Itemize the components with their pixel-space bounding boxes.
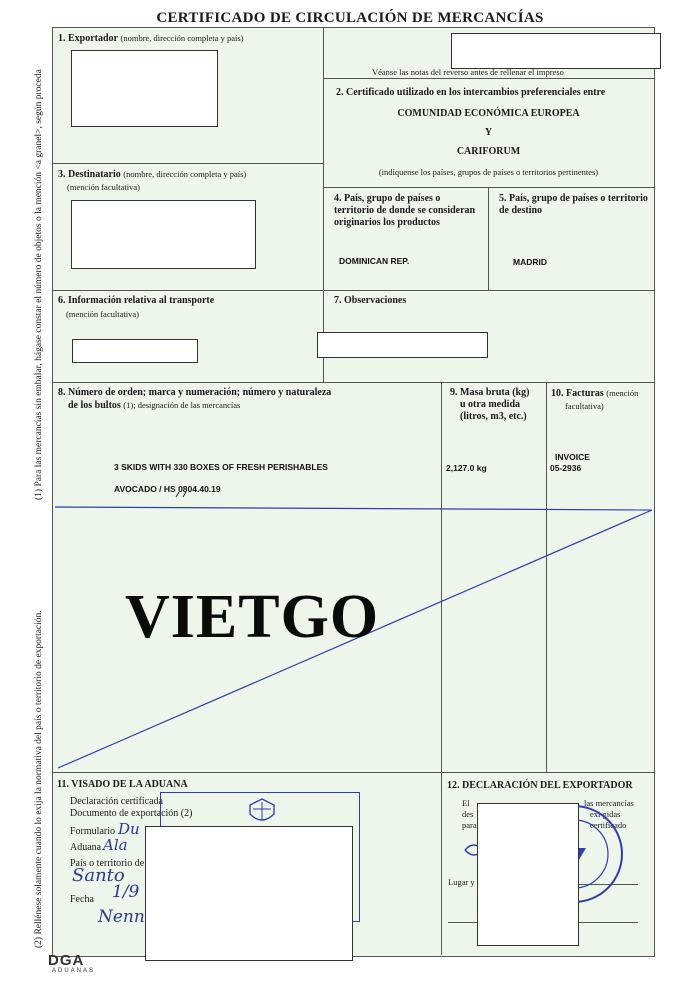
- box9-label-3: (litros, m3, etc.): [460, 411, 527, 422]
- box2-hint: (indíquense los países, grupos de países o territorios pertinentes): [378, 167, 599, 177]
- redacted-exporter-declaration: [477, 803, 579, 946]
- document-title: CERTIFICADO DE CIRCULACIÓN DE MERCANCÍAS: [156, 10, 544, 26]
- watermark: VIETGO: [125, 583, 380, 651]
- box7-label: 7. Observaciones: [334, 295, 407, 306]
- box12-line1: El: [462, 798, 470, 808]
- box6-label: 6. Información relativa al transporte: [58, 295, 215, 306]
- invoice-label: INVOICE: [555, 452, 590, 462]
- handwriting-formulario: Du: [118, 820, 140, 838]
- reverse-note: Véanse las notas del reverso antes de rellenar el impreso: [372, 67, 564, 77]
- box2-label: 2. Certificado utilizado en los intercambios preferenciales entre: [336, 87, 606, 98]
- box3-label: 3. Destinatario (nombre, dirección completa y país): [58, 169, 247, 180]
- box6-hint: (mención facultativa): [66, 309, 139, 319]
- box9-label: 9. Masa bruta (kg): [450, 387, 530, 398]
- box2-party2: CARIFORUM: [456, 146, 521, 157]
- box12-line3: para: [462, 820, 477, 830]
- goods-description: 3 SKIDS WITH 330 BOXES OF FRESH PERISHABLES: [114, 462, 328, 472]
- box2-and: Y: [484, 127, 493, 138]
- pen-mark: [176, 492, 179, 497]
- pen-mark: [183, 492, 186, 497]
- box12-line3b: certificado: [590, 820, 627, 830]
- box8-label: 8. Número de orden; marca y numeración; número y naturaleza: [58, 387, 332, 398]
- handwriting-location: Santo: [72, 865, 125, 886]
- box11-pais: País o territorio de: [70, 858, 145, 869]
- dga-logo: DGA: [48, 952, 85, 969]
- side-note-top: (1) Para las mercancías sin embalar, hágase constar el número de objetos o la mención <a granel>, según proceda: [34, 69, 44, 500]
- box8-label-2: de los bultos (1); designación de las mercancías: [68, 400, 241, 411]
- side-note-bottom: (2) Rellénese solamente cuando lo exija la normativa del país o territorio de exportación.: [34, 610, 44, 948]
- cancel-horizontal-line: [55, 507, 652, 510]
- box1-label: 1. Exportador (nombre, dirección completa y país): [58, 33, 244, 44]
- box12-line2b: exi gidas: [590, 809, 621, 819]
- box2-party1: COMUNIDAD ECONÓMICA EUROPEA: [397, 108, 580, 119]
- box11-fecha: Fecha: [70, 894, 94, 905]
- box11-formulario: Formulario: [70, 826, 115, 837]
- box12-label: 12. DECLARACIÓN DEL EXPORTADOR: [447, 780, 633, 791]
- goods-hs-code: AVOCADO / HS 0804.40.19: [114, 484, 221, 494]
- handwriting-date: 1/9: [112, 882, 140, 902]
- coat-of-arms-icon: [245, 796, 279, 826]
- box3-hint2: (mención facultativa): [67, 182, 140, 192]
- handwriting-signature: Nenn: [98, 907, 145, 927]
- gross-mass: 2,127.0 kg: [446, 463, 487, 473]
- redacted-customs-visa: [145, 826, 353, 961]
- box11-line2: Documento de exportación (2): [70, 808, 193, 819]
- box11-label: 11. VISADO DE LA ADUANA: [57, 779, 188, 790]
- box10-label: 10. Facturas (mención: [551, 388, 639, 399]
- handwriting-aduana: Ala: [103, 836, 128, 854]
- box10-hint2: facultativa): [565, 401, 604, 411]
- box12-line2: des: [462, 809, 474, 819]
- box11-line1: Declaración certificada: [70, 796, 163, 807]
- box4-label: 4. País, grupo de países o territorio de donde se consideran originarios los productos: [334, 193, 476, 228]
- dga-logo-sub: ADUANAS: [52, 968, 96, 974]
- invoice-number: 05-2936: [550, 463, 582, 473]
- box11-aduana: Aduana: [70, 842, 102, 853]
- box9-label-2: u otra medida: [460, 399, 520, 410]
- box5-value: MADRID: [513, 257, 547, 267]
- box12-lugar: Lugar y: [448, 877, 475, 887]
- box5-label: 5. País, grupo de países o territorio de destino: [499, 193, 648, 216]
- box12-line1b: las mercancías: [584, 798, 634, 808]
- box4-value: DOMINICAN REP.: [339, 256, 410, 266]
